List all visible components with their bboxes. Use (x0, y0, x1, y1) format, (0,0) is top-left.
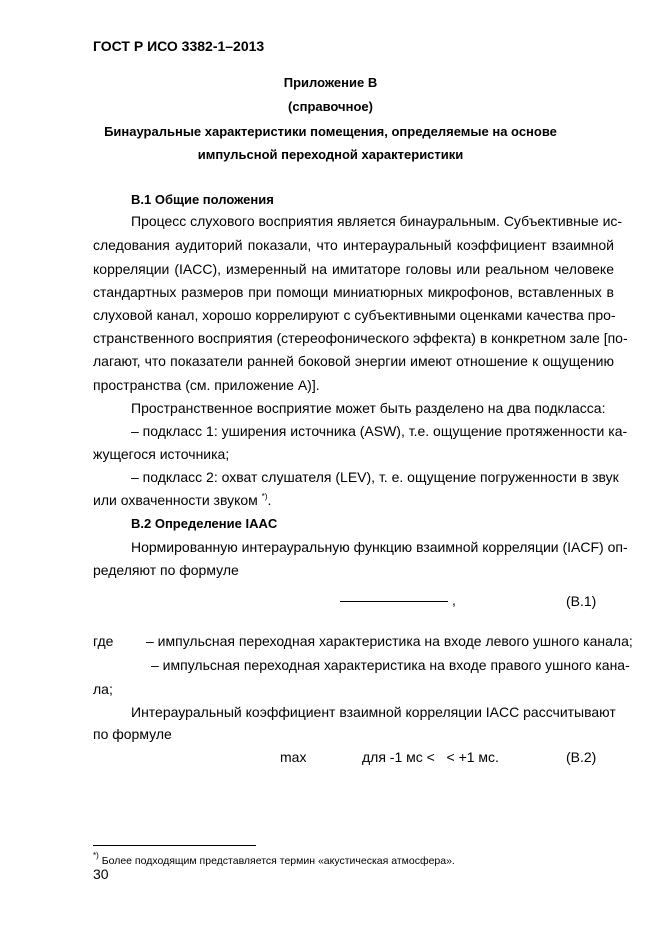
where-label: где (93, 633, 114, 649)
section-2-para-2-line: Интерауральный коэффициент взаимной корреляции IACC рассчитывают (131, 704, 616, 720)
subclass-1-line: жущегося источника; (93, 446, 230, 462)
appendix-type: (справочное) (288, 99, 373, 114)
subclass-2-line: – подкласс 2: охват слушателя (LEV), т. е. ощущение погруженности в звук (131, 469, 619, 485)
where-definition-left: – импульсная переходная характеристика на входе левого ушного канала; (146, 633, 633, 649)
subclass-2-line-2 (93, 492, 271, 508)
section-1-para-1-line: слуховой канал, хорошо коррелируют с субъективными оценками качества про- (93, 307, 616, 323)
section-2-para-1-line: Нормированную интерауральную функцию взаимной корреляции (IACF) оп- (131, 539, 628, 555)
footnote-mark: *) (93, 851, 99, 860)
section-1-para-1-line: лагают, что показатели ранней боковой энергии имеют отношение к ощущению (93, 353, 614, 369)
section-2-para-1-line: ределяют по формуле (93, 562, 239, 578)
standard-header: ГОСТ Р ИСО 3382-1–2013 (93, 38, 265, 54)
section-2-para-2-line: по формуле (93, 726, 172, 742)
formula-1-comma: , (452, 592, 456, 608)
formula-2-max: max (280, 749, 307, 765)
footnote-separator (93, 845, 256, 846)
section-1-para-1-line: пространства (см. приложение А)]. (93, 377, 320, 393)
where-definition-right: – импульсная переходная характеристика на входе правого ушного кана- (151, 657, 630, 673)
footnote-ref: *) (261, 492, 268, 501)
section-1-para-1-line: странственного восприятия (стереофонического эффекта) в конкретном зале [по- (93, 330, 628, 346)
subclass-1-line: – подкласс 1: уширения источника (ASW), т.е. ощущение протяженности ка- (131, 423, 628, 439)
section-1-para-1-line: стандартных размеров при помощи миниатюрных микрофонов, вставленных в (93, 284, 614, 300)
appendix-title-line-2: импульсной переходной характеристики (197, 147, 464, 162)
section-1-para-1-line: корреляции (IACC), измеренный на имитаторе головы или реальном человеке (93, 261, 614, 277)
where-definition-right-end: ла; (93, 681, 113, 697)
section-1-para-2: Пространственное восприятие может быть разделено на два подкласса: (131, 400, 606, 416)
section-2-heading: В.2 Определение IAAC (131, 516, 278, 531)
subclass-2-period: . (267, 492, 272, 508)
section-1-para-1-line: Процесс слухового восприятия является бинауральным. Субъективные ис- (131, 213, 623, 229)
appendix-title-line-1: Бинауральные характеристики помещения, определяемые на основе (104, 124, 557, 139)
appendix-label: Приложение В (283, 75, 378, 90)
page-number: 30 (93, 866, 109, 882)
section-1-para-1-line: следования аудиторий показали, что интерауральный коэффициент взаимной (93, 237, 614, 253)
section-1-heading: В.1 Общие положения (131, 192, 274, 207)
formula-1-fraction-line (340, 601, 448, 602)
formula-2-number: (В.2) (566, 749, 597, 765)
footnote-text: Более подходящим представляется термин «акустическая атмосфера». (101, 855, 455, 867)
formula-2-condition: для -1 мс < < +1 мс. (362, 749, 499, 765)
footnote (93, 851, 455, 867)
formula-1-number: (В.1) (566, 593, 597, 609)
subclass-2-text: или охваченности звуком (93, 492, 258, 508)
